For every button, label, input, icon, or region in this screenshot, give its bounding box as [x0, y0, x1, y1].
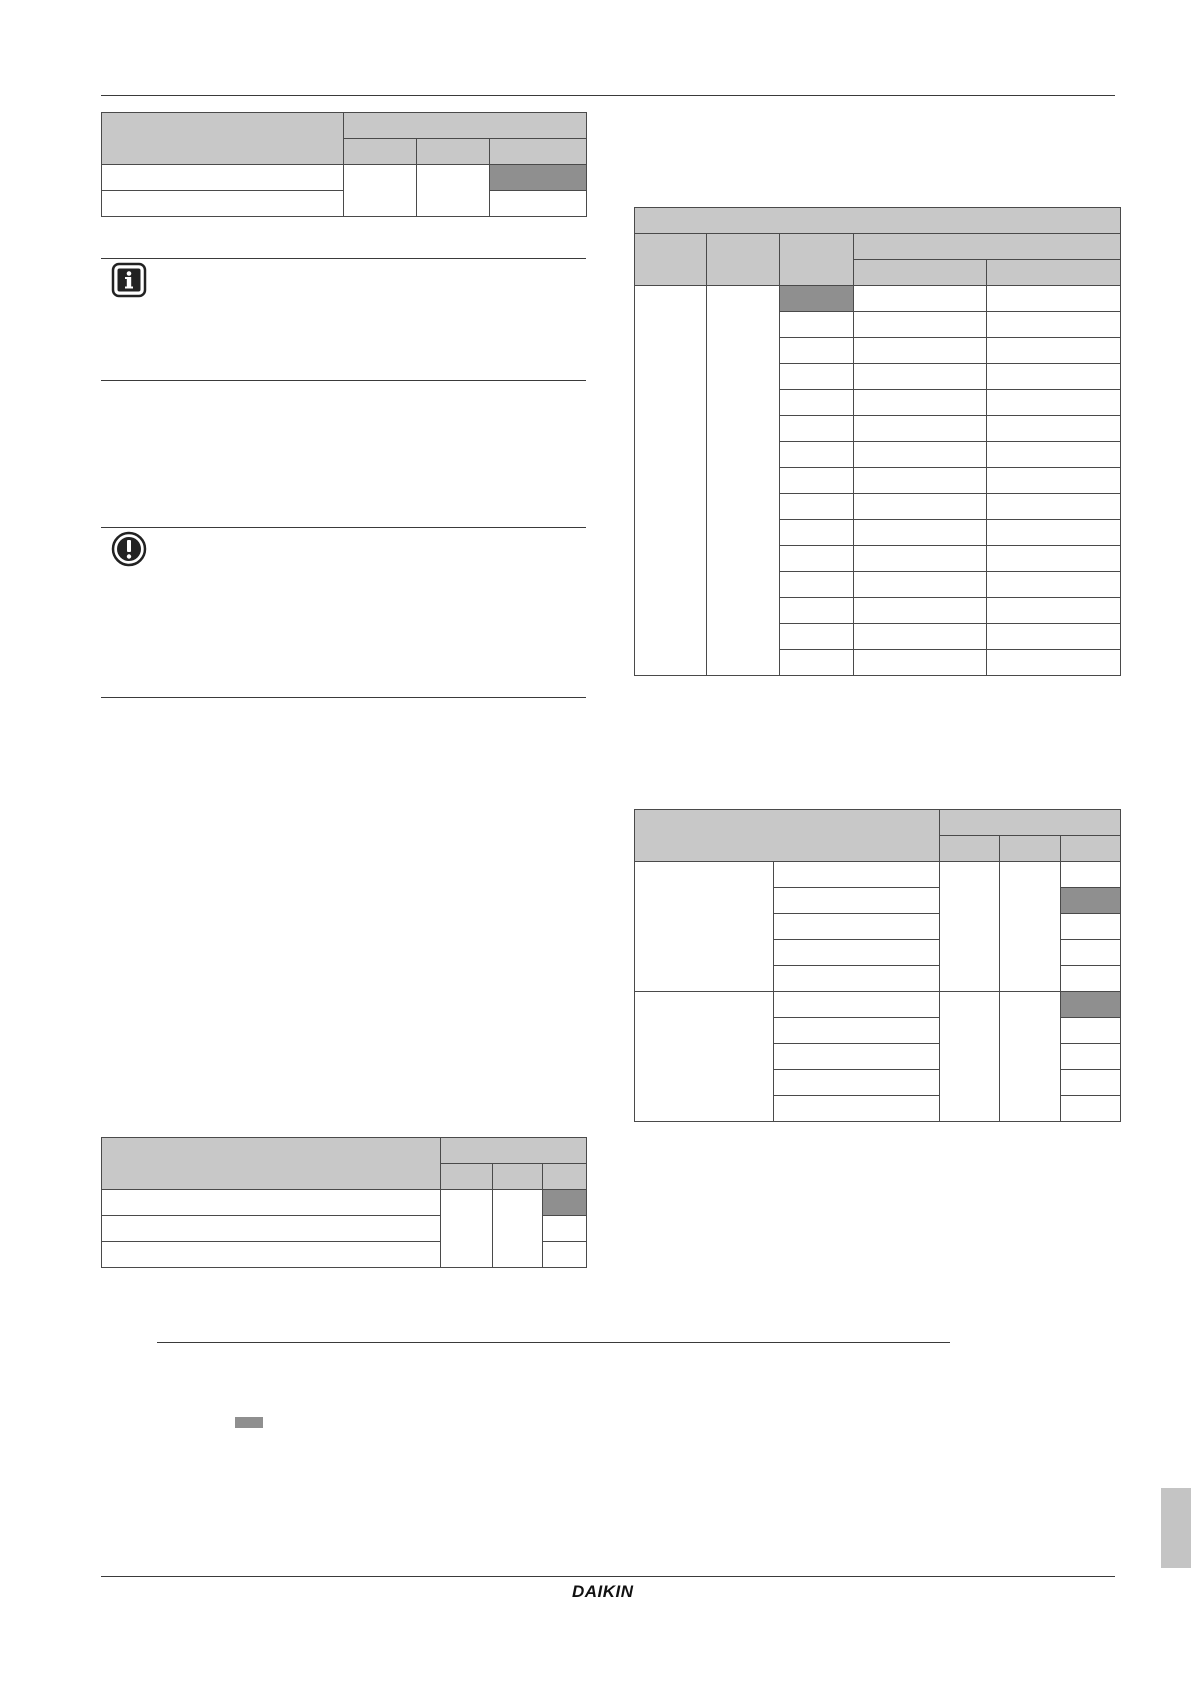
table-header-cell — [780, 234, 854, 286]
daikin-logo — [572, 1582, 652, 1600]
table-cell — [780, 312, 854, 338]
table-cell — [780, 364, 854, 390]
table-cell — [854, 494, 987, 520]
table-cell — [854, 390, 987, 416]
table-cell — [780, 572, 854, 598]
table-cell — [635, 286, 707, 676]
table-cell — [774, 1070, 940, 1096]
table-cell — [774, 992, 940, 1018]
table-cell — [780, 416, 854, 442]
table-cell — [774, 914, 940, 940]
highlighted-cell — [780, 286, 854, 312]
legend-swatch — [235, 1417, 263, 1428]
table-right-middle — [634, 809, 1121, 1122]
table-cell — [987, 468, 1121, 494]
table-cell — [774, 888, 940, 914]
table-header-cell — [1000, 836, 1061, 862]
table-cell — [987, 442, 1121, 468]
table-cell — [102, 165, 344, 191]
table-header-cell — [490, 139, 587, 165]
table-top-left — [101, 112, 587, 217]
table-cell — [987, 520, 1121, 546]
table-header-cell — [441, 1164, 493, 1190]
table-cell — [774, 940, 940, 966]
table-cell — [940, 992, 1000, 1122]
table-header-cell — [1061, 836, 1121, 862]
table-cell — [987, 390, 1121, 416]
table-header-cell — [441, 1138, 587, 1164]
logo-text: DAIKIN — [572, 1582, 634, 1600]
exclamation-icon — [111, 531, 147, 567]
table-header-cell — [854, 234, 1121, 260]
table-cell — [854, 338, 987, 364]
table-cell — [854, 442, 987, 468]
table-cell — [854, 624, 987, 650]
table-cell — [780, 520, 854, 546]
footer-rule — [101, 1576, 1115, 1577]
table-cell — [1000, 992, 1061, 1122]
table-cell — [987, 572, 1121, 598]
table-cell — [1061, 1018, 1121, 1044]
table-header-cell — [344, 139, 417, 165]
table-cell — [493, 1190, 543, 1268]
table-bottom-left — [101, 1137, 587, 1268]
table-cell — [490, 191, 587, 217]
table-cell — [987, 416, 1121, 442]
table-cell — [635, 992, 774, 1122]
highlighted-cell — [1061, 992, 1121, 1018]
table-cell — [987, 312, 1121, 338]
info-icon — [111, 262, 147, 298]
table-cell — [987, 286, 1121, 312]
table-cell — [987, 546, 1121, 572]
table-cell — [780, 442, 854, 468]
table-cell — [1061, 966, 1121, 992]
table-cell — [780, 390, 854, 416]
table-cell — [780, 494, 854, 520]
side-tab — [1161, 1488, 1191, 1568]
table-header-cell — [493, 1164, 543, 1190]
table-cell — [774, 1044, 940, 1070]
table-header-cell — [635, 810, 940, 862]
table-cell — [854, 520, 987, 546]
table-cell — [543, 1216, 587, 1242]
table-cell — [441, 1190, 493, 1268]
table-header-cell — [635, 208, 1121, 234]
table-cell — [780, 546, 854, 572]
table-cell — [774, 1096, 940, 1122]
table-cell — [780, 338, 854, 364]
table-cell — [854, 572, 987, 598]
table-cell — [987, 598, 1121, 624]
table-cell — [987, 364, 1121, 390]
table-header-cell — [854, 260, 987, 286]
table-header-cell — [417, 139, 490, 165]
table-cell — [987, 338, 1121, 364]
table-header-cell — [102, 113, 344, 165]
table-cell — [543, 1242, 587, 1268]
table-cell — [854, 312, 987, 338]
table-cell — [987, 624, 1121, 650]
header-rule — [101, 95, 1115, 96]
table-cell — [987, 494, 1121, 520]
table-cell — [774, 966, 940, 992]
table-cell — [854, 468, 987, 494]
table-cell — [102, 1216, 441, 1242]
table-cell — [854, 546, 987, 572]
table-cell — [780, 650, 854, 676]
notice-bottom-rule — [101, 697, 586, 698]
table-cell — [780, 468, 854, 494]
highlighted-cell — [490, 165, 587, 191]
table-cell — [854, 286, 987, 312]
table-cell — [102, 191, 344, 217]
table-cell — [1000, 862, 1061, 992]
table-cell — [940, 862, 1000, 992]
table-right-tall — [634, 207, 1121, 676]
table-cell — [854, 650, 987, 676]
legend-rule — [157, 1342, 950, 1343]
table-cell — [987, 650, 1121, 676]
table-cell — [1061, 1044, 1121, 1070]
table-cell — [780, 624, 854, 650]
table-cell — [344, 165, 417, 217]
notice-top-rule — [101, 527, 586, 528]
table-cell — [417, 165, 490, 217]
table-cell — [102, 1242, 441, 1268]
table-cell — [707, 286, 780, 676]
table-cell — [1061, 940, 1121, 966]
notice-bottom-rule — [101, 380, 586, 381]
table-cell — [854, 416, 987, 442]
table-header-cell — [987, 260, 1121, 286]
table-header-cell — [940, 810, 1121, 836]
table-cell — [1061, 1070, 1121, 1096]
table-header-cell — [102, 1138, 441, 1190]
table-cell — [854, 598, 987, 624]
table-cell — [1061, 1096, 1121, 1122]
table-header-cell — [940, 836, 1000, 862]
highlighted-cell — [543, 1190, 587, 1216]
table-header-cell — [344, 113, 587, 139]
notice-top-rule — [101, 258, 586, 259]
table-header-cell — [707, 234, 780, 286]
table-cell — [635, 862, 774, 992]
table-cell — [774, 1018, 940, 1044]
table-header-cell — [543, 1164, 587, 1190]
table-cell — [854, 364, 987, 390]
table-header-cell — [635, 234, 707, 286]
table-cell — [1061, 914, 1121, 940]
table-cell — [774, 862, 940, 888]
table-cell — [780, 598, 854, 624]
table-cell — [1061, 862, 1121, 888]
table-cell — [102, 1190, 441, 1216]
highlighted-cell — [1061, 888, 1121, 914]
